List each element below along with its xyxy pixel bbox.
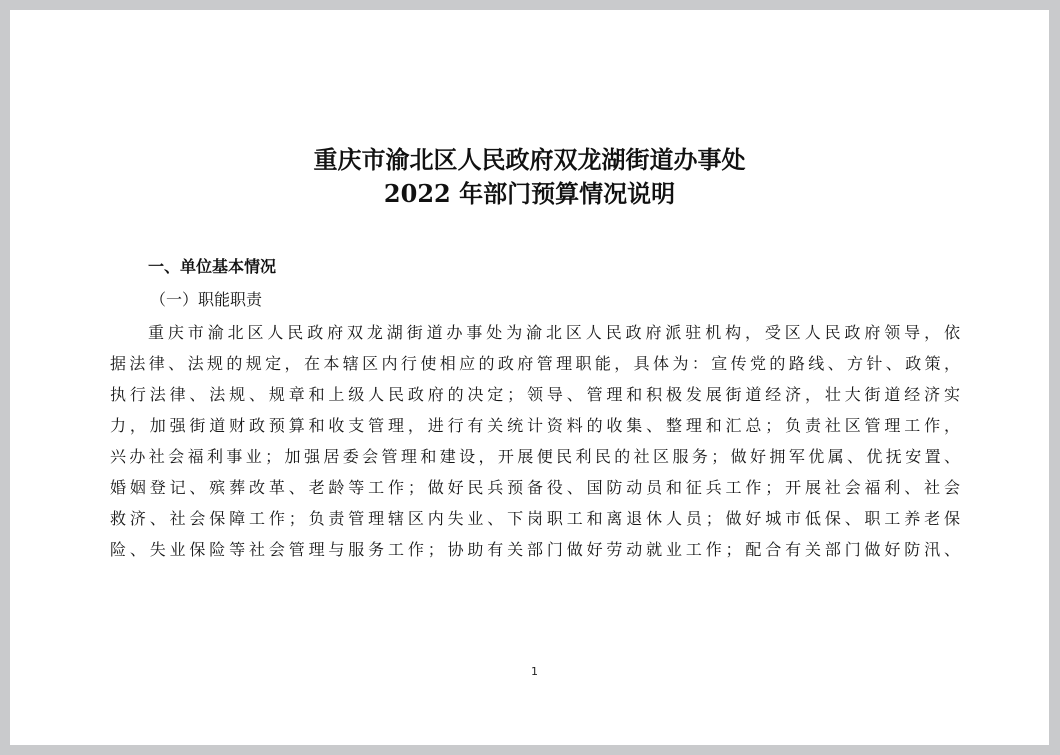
document-title-line-2: 2022 年部门预算情况说明 [383,179,676,208]
document-page [10,10,1049,745]
body-paragraph-line: 力，加强街道财政预算和收支管理，进行有关统计资料的收集、整理和汇总；负责社区管理工作， [110,416,960,435]
subsection-heading: （一）职能职责 [150,290,263,309]
body-paragraph-line: 险、失业保险等社会管理与服务工作；协助有关部门做好劳动就业工作；配合有关部门做好防汛、 [110,540,960,559]
document-title-line-1: 重庆市渝北区人民政府双龙湖街道办事处 [313,145,746,174]
body-paragraph-line: 兴办社会福利事业；加强居委会管理和建设，开展便民利民的社区服务；做好拥军优属、优抚安置、 [110,447,960,466]
body-paragraph-line: 执行法律、法规、规章和上级人民政府的决定；领导、管理和积极发展街道经济，壮大街道经济实 [110,385,960,404]
body-paragraph-line: 据法律、法规的规定，在本辖区内行使相应的政府管理职能，具体为：宣传党的路线、方针、政策， [110,354,960,373]
section-heading: 一、单位基本情况 [148,257,277,276]
body-paragraph-line: 重庆市渝北区人民政府双龙湖街道办事处为渝北区人民政府派驻机构，受区人民政府领导，依 [148,323,960,342]
body-paragraph-line: 救济、社会保障工作；负责管理辖区内失业、下岗职工和离退休人员；做好城市低保、职工养老保 [110,509,960,528]
body-paragraph-line: 婚姻登记、殡葬改革、老龄等工作；做好民兵预备役、国防动员和征兵工作；开展社会福利、社会 [110,478,960,497]
page-number: 1 [531,665,538,678]
